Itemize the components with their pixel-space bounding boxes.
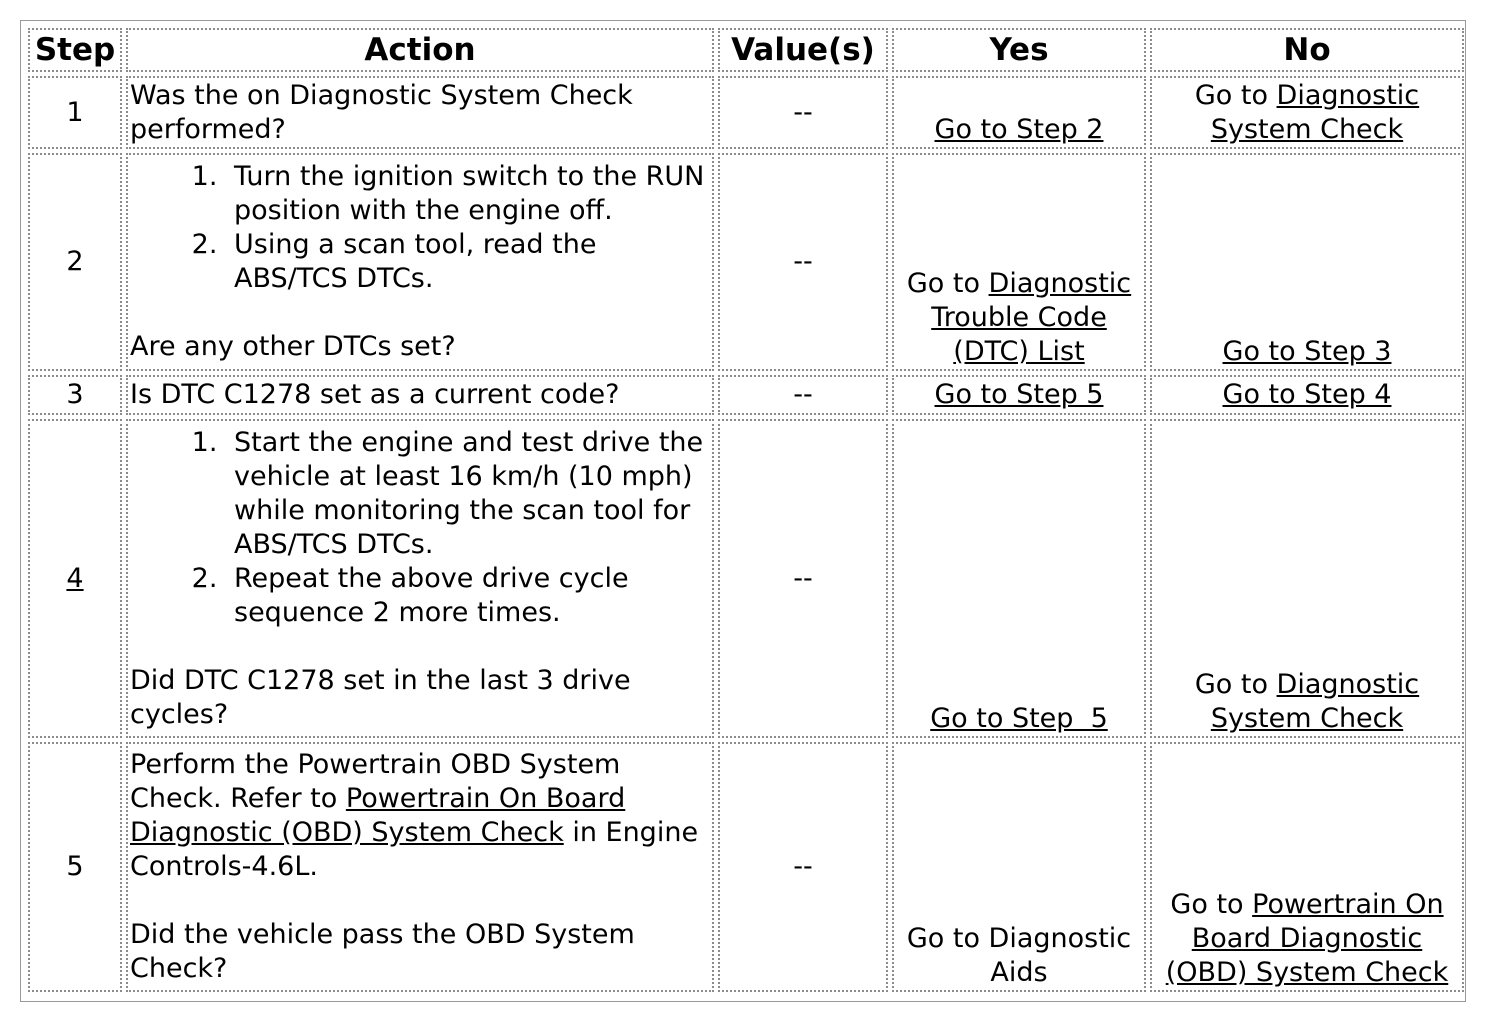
yes-cell [892, 153, 1146, 371]
no-prefix: Go to [1194, 668, 1277, 700]
action-cell [126, 419, 714, 738]
value-cell: -- [718, 153, 888, 371]
procedure-item: 2. Repeat the above drive cycle sequence 2 more times. [226, 562, 710, 630]
yes-prefix: Go to [906, 267, 989, 299]
question-text: Are any other DTCs set? [130, 330, 456, 362]
no-link[interactable]: Go to Step 4 [1222, 378, 1392, 410]
action-text [130, 748, 710, 884]
action-text-pre: Perform the Powertrain OBD System Check. Refer to [130, 748, 621, 814]
value-cell: -- [718, 742, 888, 992]
no-link[interactable]: Diagnostic System Check [1210, 668, 1420, 734]
no-cell [1150, 419, 1464, 738]
no-cell [1150, 153, 1464, 371]
action-cell: Is DTC C1278 set as a current code? [126, 375, 714, 415]
action-text-post: in Engine Controls-4.6L. [130, 816, 699, 882]
table-row-step-3 [28, 375, 1464, 415]
step-number: 3 [28, 375, 122, 415]
value-cell: -- [718, 419, 888, 738]
table-row-step-5 [28, 742, 1464, 992]
step-number [28, 419, 122, 738]
yes-link[interactable]: Go to Step 5 [934, 378, 1104, 410]
procedure-item: 1. Start the engine and test drive the vehicle at least 16 km/h (10 mph) while monitoring the scan tool for ABS/TCS DTCs. [226, 426, 710, 562]
yes-link[interactable]: Diagnostic Trouble Code (DTC) List [931, 267, 1132, 367]
obd-check-link[interactable]: Powertrain On Board Diagnostic (OBD) System Check [130, 782, 626, 848]
question-text: Did the vehicle pass the OBD System Check? [130, 918, 635, 984]
procedure-list [130, 426, 710, 630]
no-link[interactable]: Powertrain On Board Diagnostic (OBD) System Check [1165, 889, 1449, 988]
yes-link[interactable]: Go to Step 5 [930, 702, 1108, 734]
no-cell [1150, 375, 1464, 415]
procedure-item: 1. Turn the ignition switch to the RUN position with the engine off. [226, 160, 710, 228]
step-number: 2 [28, 153, 122, 371]
action-cell [126, 742, 714, 992]
no-prefix: Go to [1194, 79, 1277, 111]
action-cell: Was the on Diagnostic System Check performed? [126, 76, 714, 149]
yes-cell: Go to Diagnostic Aids [892, 742, 1146, 992]
header-yes: Yes [892, 28, 1146, 72]
no-link[interactable]: Diagnostic System Check [1210, 79, 1420, 145]
question-text: Did DTC C1278 set in the last 3 drive cycles? [130, 664, 631, 730]
header-values: Value(s) [718, 28, 888, 72]
step-anchor-link[interactable]: 4 [66, 562, 84, 594]
procedure-item: 2. Using a scan tool, read the ABS/TCS DTCs. [226, 228, 710, 296]
diagnostic-table [24, 24, 1468, 996]
action-cell [126, 153, 714, 371]
no-link[interactable]: Go to Step 3 [1222, 335, 1392, 367]
yes-cell [892, 76, 1146, 149]
procedure-list [130, 160, 710, 296]
step-number: 1 [28, 76, 122, 149]
table-row-step-4 [28, 419, 1464, 738]
yes-link[interactable]: Go to Step 2 [934, 113, 1104, 145]
yes-cell [892, 375, 1146, 415]
table-row-step-1 [28, 76, 1464, 149]
value-cell: -- [718, 375, 888, 415]
no-cell [1150, 76, 1464, 149]
step-number: 5 [28, 742, 122, 992]
header-action: Action [126, 28, 714, 72]
no-cell [1150, 742, 1464, 992]
table-row-step-2 [28, 153, 1464, 371]
header-row [28, 28, 1464, 72]
header-no: No [1150, 28, 1464, 72]
yes-cell [892, 419, 1146, 738]
no-prefix: Go to [1170, 889, 1253, 920]
header-step: Step [28, 28, 122, 72]
value-cell: -- [718, 76, 888, 149]
